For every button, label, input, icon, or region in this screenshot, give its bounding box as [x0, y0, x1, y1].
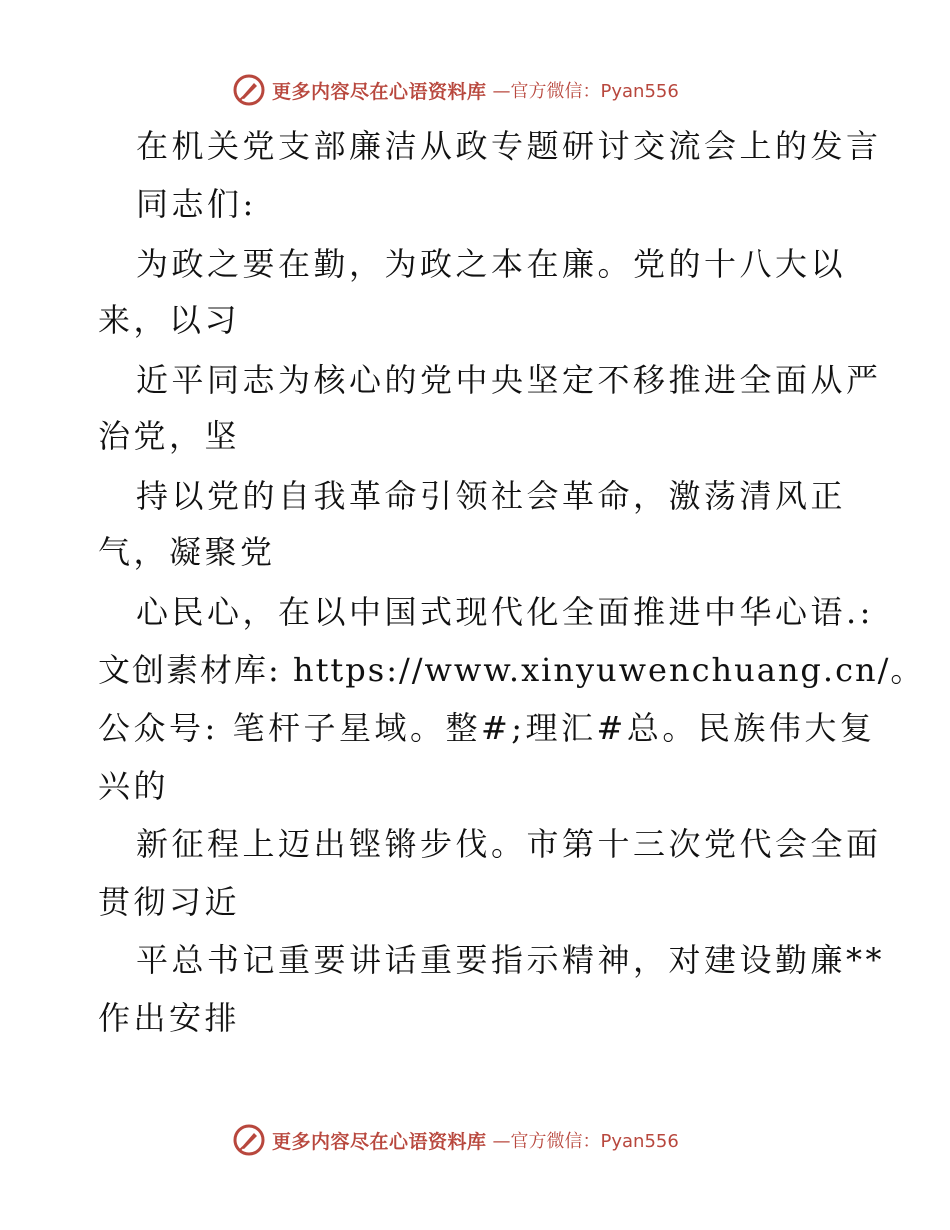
watermark-sub-text: —官方微信：Pyan556: [492, 81, 679, 102]
feather-pen-circle-icon: [232, 1123, 266, 1157]
paragraph-line: 持以党的自我革命引领社会革命，激荡清风正: [136, 477, 847, 515]
paragraph-line: 同志们:: [136, 185, 257, 223]
paragraph-line: 平总书记重要讲话重要指示精神，对建设勤廉**: [136, 941, 886, 979]
paragraph-line: 贯彻习近: [98, 883, 241, 921]
paragraph-line: 气，凝聚党: [98, 533, 276, 571]
paragraph-line: 文创素材库: https://www.xinyuwenchuang.cn/。: [98, 651, 925, 689]
watermark-main-text: 更多内容尽在心语资料库: [272, 80, 487, 103]
paragraph-line: 为政之要在勤，为政之本在廉。党的十八大以: [136, 245, 847, 283]
paragraph-line: 治党，坚: [98, 417, 241, 455]
paragraph-line: 心民心，在以中国式现代化全面推进中华心语.:: [136, 593, 874, 631]
header-watermark: [232, 72, 752, 108]
document-title: 在机关党支部廉洁从政专题研讨交流会上的发言: [136, 127, 882, 165]
paragraph-line: 新征程上迈出铿锵步伐。市第十三次党代会全面: [136, 825, 882, 863]
watermark-sub-text: —官方微信：Pyan556: [492, 1131, 679, 1152]
feather-pen-circle-icon: [232, 73, 266, 107]
watermark-main-text: 更多内容尽在心语资料库: [272, 1130, 487, 1153]
footer-watermark: [232, 1122, 752, 1158]
paragraph-line: 兴的: [98, 767, 170, 805]
paragraph-line: 公众号: 笔杆子星域。整#;理汇#总。民族伟大复: [98, 709, 876, 747]
paragraph-line: 来，以习: [98, 301, 241, 339]
paragraph-line: 近平同志为核心的党中央坚定不移推进全面从严: [136, 361, 882, 399]
paragraph-line: 作出安排: [98, 999, 241, 1037]
